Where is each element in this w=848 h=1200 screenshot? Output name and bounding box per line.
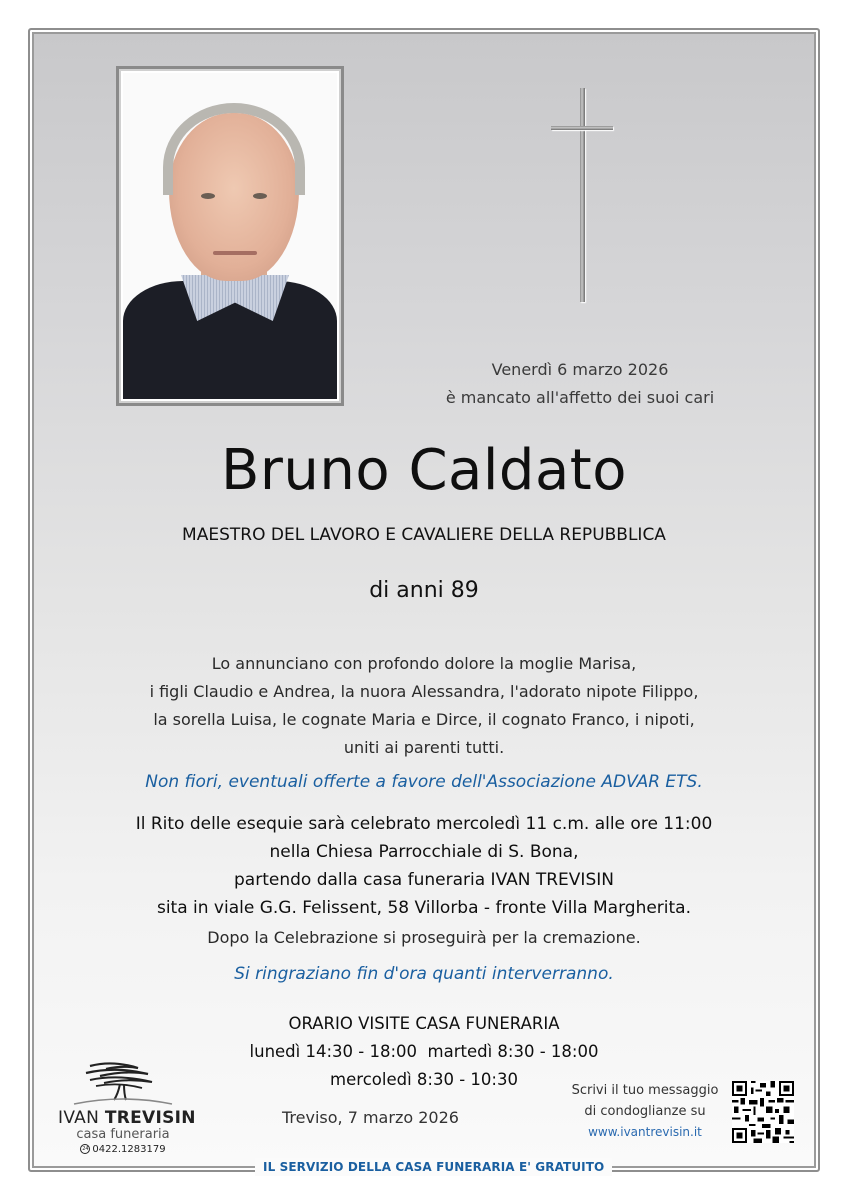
place-and-date: Treviso, 7 marzo 2026 [282, 1108, 459, 1127]
family-line: uniti ai parenti tutti. [343, 738, 505, 757]
funeral-home-logo [58, 1060, 196, 1160]
ceremony-details [0, 810, 848, 922]
cremation-note: Dopo la Celebrazione si proseguirà per la cremazione. [207, 928, 641, 947]
condolence-line: di condoglianze su [584, 1104, 706, 1119]
visiting-hours-line: mercoledì 8:30 - 10:30 [330, 1070, 518, 1089]
tree-logo-icon [68, 1060, 178, 1106]
family-announcement [0, 650, 848, 762]
death-date: Venerdì 6 marzo 2026 [491, 360, 669, 379]
ceremony-line: Il Rito delle esequie sarà celebrato mercoledì 11 c.m. alle ore 11:00 [135, 814, 713, 834]
footer-banner: IL SERVIZIO DELLA CASA FUNERARIA E' GRATUITO [255, 1158, 612, 1176]
qr-code-icon[interactable] [732, 1081, 794, 1143]
deceased-honor: MAESTRO DEL LAVORO E CAVALIERE DELLA REPUBBLICA [182, 525, 666, 545]
thanks-note: Si ringraziano fin d'ora quanti interverranno. [234, 964, 614, 984]
funeral-home-subtitle: casa funeraria [76, 1127, 170, 1142]
ceremony-line: nella Chiesa Parrocchiale di S. Bona, [269, 842, 579, 862]
death-announcement [430, 356, 730, 412]
funeral-home-name: IVAN TREVISIN [58, 1108, 196, 1128]
visiting-hours-title: ORARIO VISITE CASA FUNERARIA [288, 1014, 560, 1033]
visiting-hours-line: lunedì 14:30 - 18:00 martedì 8:30 - 18:00 [249, 1042, 599, 1061]
portrait-photo [123, 73, 337, 399]
portrait-frame [116, 66, 344, 406]
ceremony-line: sita in viale G.G. Felissent, 58 Villorba - fronte Villa Margherita. [156, 898, 692, 918]
deceased-age: di anni 89 [369, 578, 479, 603]
announcement-phrase: è mancato all'affetto dei suoi cari [445, 388, 715, 407]
ceremony-line: partendo dalla casa funeraria IVAN TREVISIN [234, 870, 614, 890]
condolence-message-prompt [570, 1080, 720, 1143]
condolence-website-link[interactable]: www.ivantrevisin.it [588, 1125, 702, 1139]
phone-24h-icon: 24 [82, 1146, 89, 1152]
family-line: i figli Claudio e Andrea, la nuora Alessandra, l'adorato nipote Filippo, [149, 682, 699, 701]
donation-note: Non fiori, eventuali offerte a favore dell'Associazione ADVAR ETS. [145, 772, 703, 792]
cross-icon [551, 88, 613, 302]
condolence-line: Scrivi il tuo messaggio [571, 1083, 719, 1098]
family-line: la sorella Luisa, le cognate Maria e Dirce, il cognato Franco, i nipoti, [153, 710, 695, 729]
funeral-home-phone[interactable]: 24 0422.1283179 [82, 1144, 166, 1155]
deceased-name: Bruno Caldato [220, 438, 628, 503]
family-line: Lo annunciano con profondo dolore la moglie Marisa, [211, 654, 637, 673]
